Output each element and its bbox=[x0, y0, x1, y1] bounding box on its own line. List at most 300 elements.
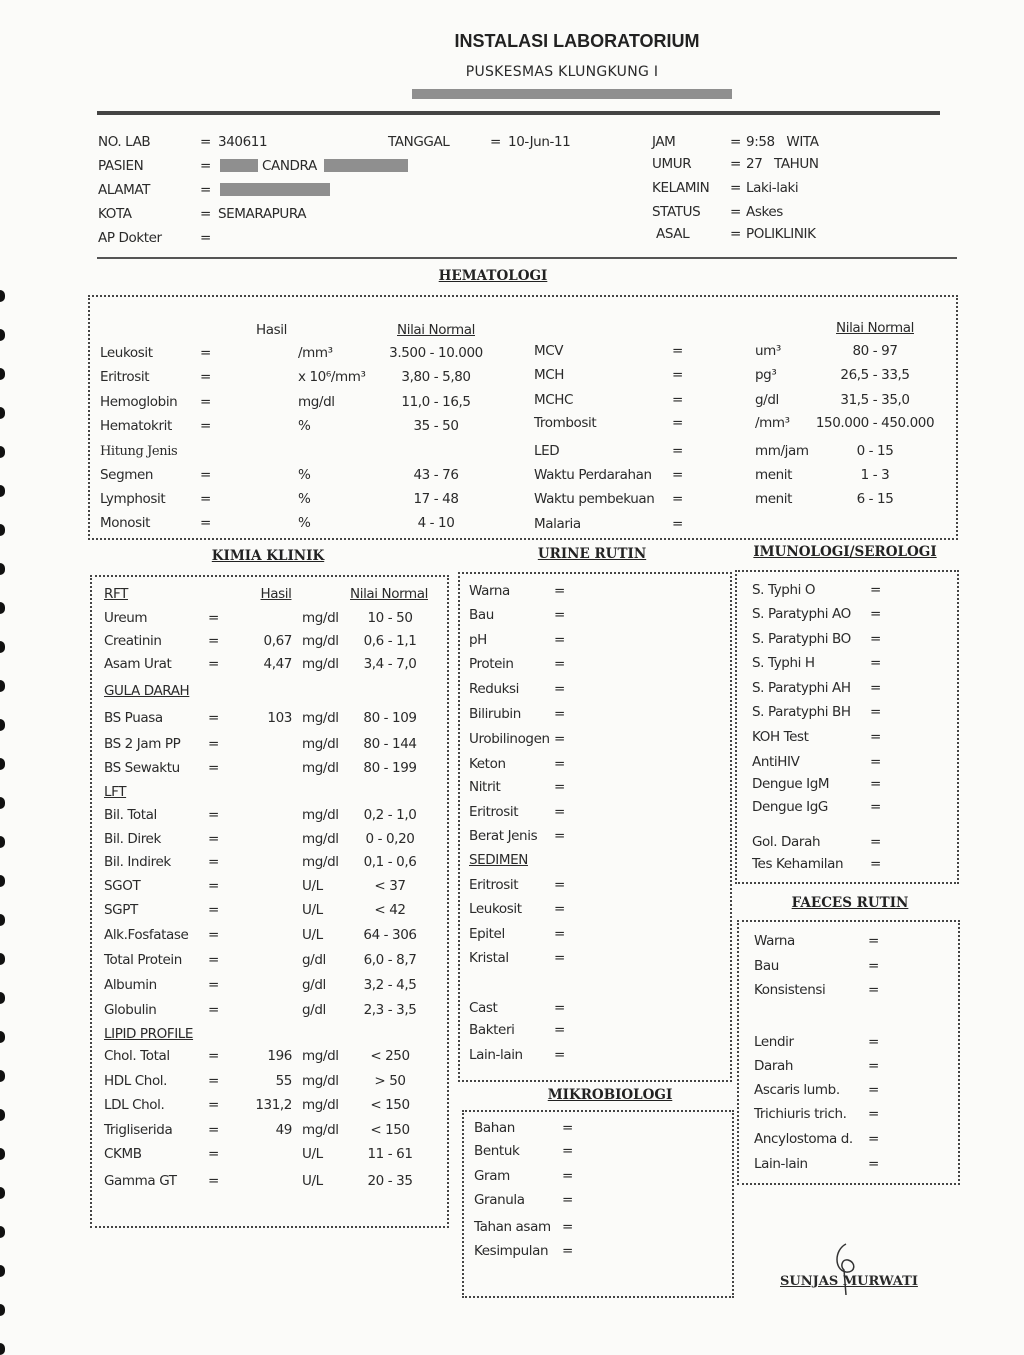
equals-sign: = bbox=[868, 1058, 879, 1074]
equals-sign: = bbox=[730, 226, 741, 242]
test-label: Cast bbox=[469, 1000, 498, 1016]
binder-hole bbox=[0, 914, 5, 926]
binder-hole bbox=[0, 407, 5, 419]
test-unit: /mm³ bbox=[755, 415, 790, 431]
equals-sign: = bbox=[730, 156, 741, 172]
normal-range: 0 - 0,20 bbox=[365, 831, 415, 847]
equals-sign: = bbox=[200, 418, 211, 434]
equals-sign: = bbox=[672, 443, 683, 459]
binder-hole bbox=[0, 1304, 5, 1316]
test-label: Bau bbox=[754, 958, 779, 974]
equals-sign: = bbox=[870, 834, 881, 850]
equals-sign: = bbox=[562, 1120, 573, 1136]
test-label: Gol. Darah bbox=[752, 834, 821, 850]
normal-header: Nilai Normal bbox=[350, 586, 428, 602]
test-label: MCHC bbox=[534, 392, 574, 408]
equals-sign: = bbox=[208, 977, 219, 993]
mikrobiologi-title: MIKROBIOLOGI bbox=[547, 1087, 673, 1103]
test-label: Dengue IgM bbox=[752, 776, 830, 792]
test-label: SGOT bbox=[104, 878, 141, 894]
equals-sign: = bbox=[554, 756, 565, 772]
equals-sign: = bbox=[672, 367, 683, 383]
equals-sign: = bbox=[870, 729, 881, 745]
equals-sign: = bbox=[554, 731, 565, 747]
equals-sign: = bbox=[200, 394, 211, 410]
equals-sign: = bbox=[208, 656, 219, 672]
binder-hole bbox=[0, 1031, 5, 1043]
test-label: Chol. Total bbox=[104, 1048, 170, 1064]
test-label: MCV bbox=[534, 343, 564, 359]
test-unit: g/dl bbox=[302, 1002, 326, 1018]
equals-sign: = bbox=[672, 415, 683, 431]
test-label: Lain-lain bbox=[754, 1156, 808, 1172]
test-label: Kristal bbox=[469, 950, 509, 966]
normal-range: 26,5 - 33,5 bbox=[840, 367, 910, 383]
group-label: LFT bbox=[104, 784, 127, 800]
equals-sign: = bbox=[208, 633, 219, 649]
test-label: Bakteri bbox=[469, 1022, 515, 1038]
test-unit: mg/dl bbox=[302, 610, 339, 626]
equals-sign: = bbox=[554, 950, 565, 966]
equals-sign: = bbox=[554, 1000, 565, 1016]
field-label-pasien: PASIEN bbox=[98, 158, 144, 174]
test-unit: mg/dl bbox=[302, 807, 339, 823]
field-label-asal: ASAL bbox=[656, 226, 690, 242]
equals-sign: = bbox=[208, 1002, 219, 1018]
equals-sign: = bbox=[870, 754, 881, 770]
test-label: Kesimpulan bbox=[474, 1243, 549, 1259]
normal-range: 3.500 - 10.000 bbox=[389, 345, 483, 361]
faeces-title: FAECES RUTIN bbox=[791, 895, 909, 911]
normal-header: Nilai Normal bbox=[397, 322, 475, 338]
normal-range: 1 - 3 bbox=[860, 467, 890, 483]
test-unit: % bbox=[298, 491, 311, 507]
binder-hole bbox=[0, 953, 5, 965]
header-rule bbox=[97, 111, 940, 115]
equals-sign: = bbox=[208, 736, 219, 752]
equals-sign: = bbox=[200, 467, 211, 483]
test-label: LDL Chol. bbox=[104, 1097, 165, 1113]
equals-sign: = bbox=[672, 516, 683, 532]
test-label: Bahan bbox=[474, 1120, 515, 1136]
test-label: BS Sewaktu bbox=[104, 760, 180, 776]
normal-range: 64 - 306 bbox=[363, 927, 417, 943]
test-label: Hitung Jenis bbox=[100, 444, 178, 459]
field-value-status: Askes bbox=[746, 204, 783, 220]
equals-sign: = bbox=[208, 760, 219, 776]
test-unit: g/dl bbox=[302, 952, 326, 968]
field-value-kelamin: Laki-laki bbox=[746, 180, 799, 196]
test-label: Lendir bbox=[754, 1034, 794, 1050]
equals-sign: = bbox=[554, 632, 565, 648]
test-label: Waktu pembekuan bbox=[534, 491, 655, 507]
equals-sign: = bbox=[554, 828, 565, 844]
test-label: Bil. Direk bbox=[104, 831, 161, 847]
normal-range: 3,80 - 5,80 bbox=[401, 369, 471, 385]
equals-sign: = bbox=[200, 515, 211, 531]
equals-sign: = bbox=[870, 704, 881, 720]
normal-range: 0,1 - 0,6 bbox=[363, 854, 417, 870]
equals-sign: = bbox=[208, 1122, 219, 1138]
test-unit: mg/dl bbox=[302, 1122, 339, 1138]
binder-hole bbox=[0, 1265, 5, 1277]
test-label: Bau bbox=[469, 607, 494, 623]
test-result: 0,67 bbox=[263, 633, 292, 649]
signature-name: SUNJAS MURWATI bbox=[780, 1274, 918, 1289]
test-unit: % bbox=[298, 467, 311, 483]
redacted-name-first bbox=[220, 159, 258, 172]
urine-title: URINE RUTIN bbox=[537, 546, 647, 562]
test-label: Darah bbox=[754, 1058, 794, 1074]
test-unit: % bbox=[298, 515, 311, 531]
test-unit: mg/dl bbox=[302, 736, 339, 752]
binder-hole bbox=[0, 758, 5, 770]
test-unit: mg/dl bbox=[302, 831, 339, 847]
equals-sign: = bbox=[208, 710, 219, 726]
field-label-umur: UMUR bbox=[652, 156, 692, 172]
equals-sign: = bbox=[868, 1156, 879, 1172]
binder-hole bbox=[0, 290, 5, 302]
binder-hole bbox=[0, 446, 5, 458]
normal-range: 31,5 - 35,0 bbox=[840, 392, 910, 408]
test-result: 103 bbox=[267, 710, 292, 726]
test-label: Konsistensi bbox=[754, 982, 826, 998]
normal-range: < 42 bbox=[374, 902, 406, 918]
equals-sign: = bbox=[554, 583, 565, 599]
equals-sign: = bbox=[870, 776, 881, 792]
field-label-status: STATUS bbox=[652, 204, 701, 220]
test-label: SGPT bbox=[104, 902, 138, 918]
hematologi-title: HEMATOLOGI bbox=[438, 268, 548, 284]
normal-range: 80 - 144 bbox=[363, 736, 417, 752]
equals-sign: = bbox=[200, 158, 211, 174]
normal-range: 80 - 97 bbox=[852, 343, 898, 359]
equals-sign: = bbox=[208, 952, 219, 968]
group-label: SEDIMEN bbox=[469, 852, 528, 868]
field-value-tanggal: 10-Jun-11 bbox=[508, 134, 571, 150]
test-label: Berat Jenis bbox=[469, 828, 538, 844]
equals-sign: = bbox=[870, 856, 881, 872]
test-label: Protein bbox=[469, 656, 514, 672]
normal-range: 6 - 15 bbox=[856, 491, 894, 507]
normal-range: 11 - 61 bbox=[367, 1146, 413, 1162]
normal-range: 3,2 - 4,5 bbox=[363, 977, 417, 993]
test-label: LED bbox=[534, 443, 560, 459]
equals-sign: = bbox=[208, 1146, 219, 1162]
equals-sign: = bbox=[672, 467, 683, 483]
binder-hole bbox=[0, 992, 5, 1004]
field-label-no_lab: NO. LAB bbox=[98, 134, 151, 150]
equals-sign: = bbox=[208, 831, 219, 847]
normal-range: 6,0 - 8,7 bbox=[363, 952, 417, 968]
test-unit: mg/dl bbox=[302, 1048, 339, 1064]
test-result: 49 bbox=[275, 1122, 292, 1138]
imunologi-title: IMUNOLOGI/SEROLOGI bbox=[753, 544, 937, 560]
binder-hole bbox=[0, 1109, 5, 1121]
test-label: pH bbox=[469, 632, 487, 648]
test-label: Granula bbox=[474, 1192, 525, 1208]
field-value-pasien: CANDRA bbox=[262, 158, 317, 174]
test-label: Lymphosit bbox=[100, 491, 166, 507]
equals-sign: = bbox=[562, 1243, 573, 1259]
equals-sign: = bbox=[554, 607, 565, 623]
test-label: Epitel bbox=[469, 926, 505, 942]
equals-sign: = bbox=[868, 982, 879, 998]
equals-sign: = bbox=[200, 491, 211, 507]
test-label: Gram bbox=[474, 1168, 510, 1184]
test-label: Ancylostoma d. bbox=[754, 1131, 853, 1147]
test-label: Asam Urat bbox=[104, 656, 172, 672]
normal-range: 150.000 - 450.000 bbox=[815, 415, 935, 431]
hasil-header: Hasil bbox=[260, 586, 292, 602]
normal-range: 3,4 - 7,0 bbox=[363, 656, 417, 672]
test-label: Tes Kehamilan bbox=[752, 856, 844, 872]
equals-sign: = bbox=[208, 1173, 219, 1189]
normal-range: 35 - 50 bbox=[413, 418, 459, 434]
field-label-kota: KOTA bbox=[98, 206, 132, 222]
test-label: Lain-lain bbox=[469, 1047, 523, 1063]
test-unit: mm/jam bbox=[755, 443, 809, 459]
test-label: Globulin bbox=[104, 1002, 157, 1018]
equals-sign: = bbox=[200, 230, 211, 246]
normal-range: < 150 bbox=[370, 1122, 410, 1138]
equals-sign: = bbox=[730, 204, 741, 220]
test-label: AntiHIV bbox=[752, 754, 800, 770]
test-label: Keton bbox=[469, 756, 506, 772]
normal-range: 80 - 199 bbox=[363, 760, 417, 776]
test-label: Warna bbox=[754, 933, 795, 949]
binder-hole bbox=[0, 719, 5, 731]
equals-sign: = bbox=[554, 926, 565, 942]
equals-sign: = bbox=[868, 1034, 879, 1050]
equals-sign: = bbox=[868, 933, 879, 949]
binder-hole bbox=[0, 329, 5, 341]
lab-title: INSTALASI LABORATORIUM bbox=[454, 31, 700, 51]
test-unit: /mm³ bbox=[298, 345, 333, 361]
equals-sign: = bbox=[554, 656, 565, 672]
equals-sign: = bbox=[554, 1022, 565, 1038]
test-unit: mg/dl bbox=[302, 760, 339, 776]
normal-range: 10 - 50 bbox=[367, 610, 413, 626]
test-label: MCH bbox=[534, 367, 565, 383]
test-label: Eritrosit bbox=[469, 877, 519, 893]
test-label: Ascaris lumb. bbox=[754, 1082, 840, 1098]
equals-sign: = bbox=[200, 134, 211, 150]
equals-sign: = bbox=[208, 878, 219, 894]
equals-sign: = bbox=[554, 779, 565, 795]
normal-range: 20 - 35 bbox=[367, 1173, 413, 1189]
test-unit: U/L bbox=[302, 902, 323, 918]
binder-hole bbox=[0, 524, 5, 536]
equals-sign: = bbox=[562, 1192, 573, 1208]
field-value-kota: SEMARAPURA bbox=[218, 206, 307, 222]
field-value-asal: POLIKLINIK bbox=[746, 226, 816, 242]
group-label: GULA DARAH bbox=[104, 683, 190, 699]
binder-hole bbox=[0, 602, 5, 614]
test-unit: U/L bbox=[302, 878, 323, 894]
test-label: Leukosit bbox=[469, 901, 522, 917]
test-label: Bil. Indirek bbox=[104, 854, 171, 870]
test-label: Bil. Total bbox=[104, 807, 157, 823]
field-label-alamat: ALAMAT bbox=[98, 182, 150, 198]
test-unit: mg/dl bbox=[298, 394, 335, 410]
test-label: S. Paratyphi AO bbox=[752, 606, 851, 622]
test-unit: mg/dl bbox=[302, 656, 339, 672]
binder-hole bbox=[0, 1148, 5, 1160]
equals-sign: = bbox=[200, 182, 211, 198]
test-label: KOH Test bbox=[752, 729, 809, 745]
signature-scribble-icon bbox=[826, 1240, 866, 1300]
equals-sign: = bbox=[200, 369, 211, 385]
equals-sign: = bbox=[208, 1048, 219, 1064]
test-result: 55 bbox=[275, 1073, 292, 1089]
normal-range: 0,6 - 1,1 bbox=[363, 633, 417, 649]
test-label: Monosit bbox=[100, 515, 151, 531]
test-label: BS 2 Jam PP bbox=[104, 736, 181, 752]
test-label: Total Protein bbox=[104, 952, 182, 968]
test-unit: x 10⁶/mm³ bbox=[298, 369, 366, 385]
test-label: Trigliserida bbox=[104, 1122, 173, 1138]
normal-range: < 150 bbox=[370, 1097, 410, 1113]
test-label: Malaria bbox=[534, 516, 581, 532]
equals-sign: = bbox=[870, 631, 881, 647]
equals-sign: = bbox=[730, 134, 741, 150]
test-result: 131,2 bbox=[255, 1097, 292, 1113]
equals-sign: = bbox=[868, 1082, 879, 1098]
normal-range: < 250 bbox=[370, 1048, 410, 1064]
equals-sign: = bbox=[870, 680, 881, 696]
group-label: LIPID PROFILE bbox=[104, 1026, 194, 1042]
equals-sign: = bbox=[562, 1219, 573, 1235]
test-unit: U/L bbox=[302, 927, 323, 943]
test-label: S. Typhi H bbox=[752, 655, 815, 671]
test-label: Ureum bbox=[104, 610, 148, 626]
equals-sign: = bbox=[562, 1168, 573, 1184]
binder-hole bbox=[0, 485, 5, 497]
binder-hole bbox=[0, 563, 5, 575]
test-unit: mg/dl bbox=[302, 710, 339, 726]
test-label: S. Paratyphi BO bbox=[752, 631, 851, 647]
test-label: BS Puasa bbox=[104, 710, 163, 726]
test-label: Eritrosit bbox=[100, 369, 150, 385]
redacted-address-value bbox=[220, 183, 330, 196]
equals-sign: = bbox=[868, 1106, 879, 1122]
test-label: Leukosit bbox=[100, 345, 153, 361]
equals-sign: = bbox=[208, 902, 219, 918]
test-label: Creatinin bbox=[104, 633, 162, 649]
binder-hole bbox=[0, 797, 5, 809]
normal-range: 0,2 - 1,0 bbox=[363, 807, 417, 823]
equals-sign: = bbox=[208, 927, 219, 943]
equals-sign: = bbox=[200, 345, 211, 361]
equals-sign: = bbox=[208, 807, 219, 823]
test-unit: g/dl bbox=[755, 392, 779, 408]
equals-sign: = bbox=[870, 606, 881, 622]
equals-sign: = bbox=[730, 180, 741, 196]
normal-range: < 37 bbox=[374, 878, 406, 894]
field-value-jam: 9:58 WITA bbox=[746, 134, 819, 150]
binder-hole bbox=[0, 641, 5, 653]
test-label: Bilirubin bbox=[469, 706, 521, 722]
binder-hole bbox=[0, 1187, 5, 1199]
test-label: CKMB bbox=[104, 1146, 142, 1162]
normal-range: 2,3 - 3,5 bbox=[363, 1002, 417, 1018]
equals-sign: = bbox=[208, 1073, 219, 1089]
test-result: 4,47 bbox=[263, 656, 292, 672]
equals-sign: = bbox=[208, 1097, 219, 1113]
test-label: Dengue IgG bbox=[752, 799, 828, 815]
equals-sign: = bbox=[554, 1047, 565, 1063]
equals-sign: = bbox=[554, 706, 565, 722]
test-result: 196 bbox=[267, 1048, 292, 1064]
binder-hole bbox=[0, 368, 5, 380]
equals-sign: = bbox=[868, 958, 879, 974]
test-label: Gamma GT bbox=[104, 1173, 177, 1189]
field-label-kelamin: KELAMIN bbox=[652, 180, 710, 196]
equals-sign: = bbox=[554, 901, 565, 917]
normal-range: 4 - 10 bbox=[417, 515, 455, 531]
test-label: Alk.Fosfatase bbox=[104, 927, 189, 943]
normal-range: 80 - 109 bbox=[363, 710, 417, 726]
normal-range: 17 - 48 bbox=[413, 491, 459, 507]
equals-sign: = bbox=[868, 1131, 879, 1147]
equals-sign: = bbox=[870, 582, 881, 598]
test-unit: % bbox=[298, 418, 311, 434]
equals-sign: = bbox=[200, 206, 211, 222]
test-label: S. Typhi O bbox=[752, 582, 816, 598]
equals-sign: = bbox=[672, 491, 683, 507]
test-unit: pg³ bbox=[755, 367, 777, 383]
field-label-tanggal: TANGGAL bbox=[388, 134, 450, 150]
equals-sign: = bbox=[672, 343, 683, 359]
kimia-title: KIMIA KLINIK bbox=[211, 548, 325, 564]
normal-range: 11,0 - 16,5 bbox=[401, 394, 471, 410]
test-label: Eritrosit bbox=[469, 804, 519, 820]
test-unit: menit bbox=[755, 491, 793, 507]
test-label: HDL Chol. bbox=[104, 1073, 168, 1089]
test-label: Waktu Perdarahan bbox=[534, 467, 652, 483]
test-unit: mg/dl bbox=[302, 633, 339, 649]
test-unit: U/L bbox=[302, 1173, 323, 1189]
equals-sign: = bbox=[490, 134, 501, 150]
test-unit: mg/dl bbox=[302, 854, 339, 870]
test-label: Urobilinogen bbox=[469, 731, 550, 747]
equals-sign: = bbox=[554, 804, 565, 820]
test-unit: g/dl bbox=[302, 977, 326, 993]
redacted-address bbox=[412, 89, 732, 99]
redacted-name-last bbox=[324, 159, 408, 172]
field-label-jam: JAM bbox=[652, 134, 676, 150]
test-label: Trombosit bbox=[534, 415, 597, 431]
test-unit: um³ bbox=[755, 343, 781, 359]
test-label: Hematokrit bbox=[100, 418, 172, 434]
test-label: Hemoglobin bbox=[100, 394, 178, 410]
equals-sign: = bbox=[870, 799, 881, 815]
binder-hole bbox=[0, 836, 5, 848]
test-label: Albumin bbox=[104, 977, 157, 993]
field-value-umur: 27 TAHUN bbox=[746, 156, 819, 172]
normal-range: > 50 bbox=[374, 1073, 406, 1089]
test-label: Segmen bbox=[100, 467, 154, 483]
equals-sign: = bbox=[208, 854, 219, 870]
test-label: Nitrit bbox=[469, 779, 501, 795]
equals-sign: = bbox=[208, 610, 219, 626]
test-unit: menit bbox=[755, 467, 793, 483]
binder-hole bbox=[0, 1070, 5, 1082]
test-unit: mg/dl bbox=[302, 1097, 339, 1113]
patient-rule bbox=[97, 257, 957, 259]
normal-header: Nilai Normal bbox=[836, 320, 914, 336]
